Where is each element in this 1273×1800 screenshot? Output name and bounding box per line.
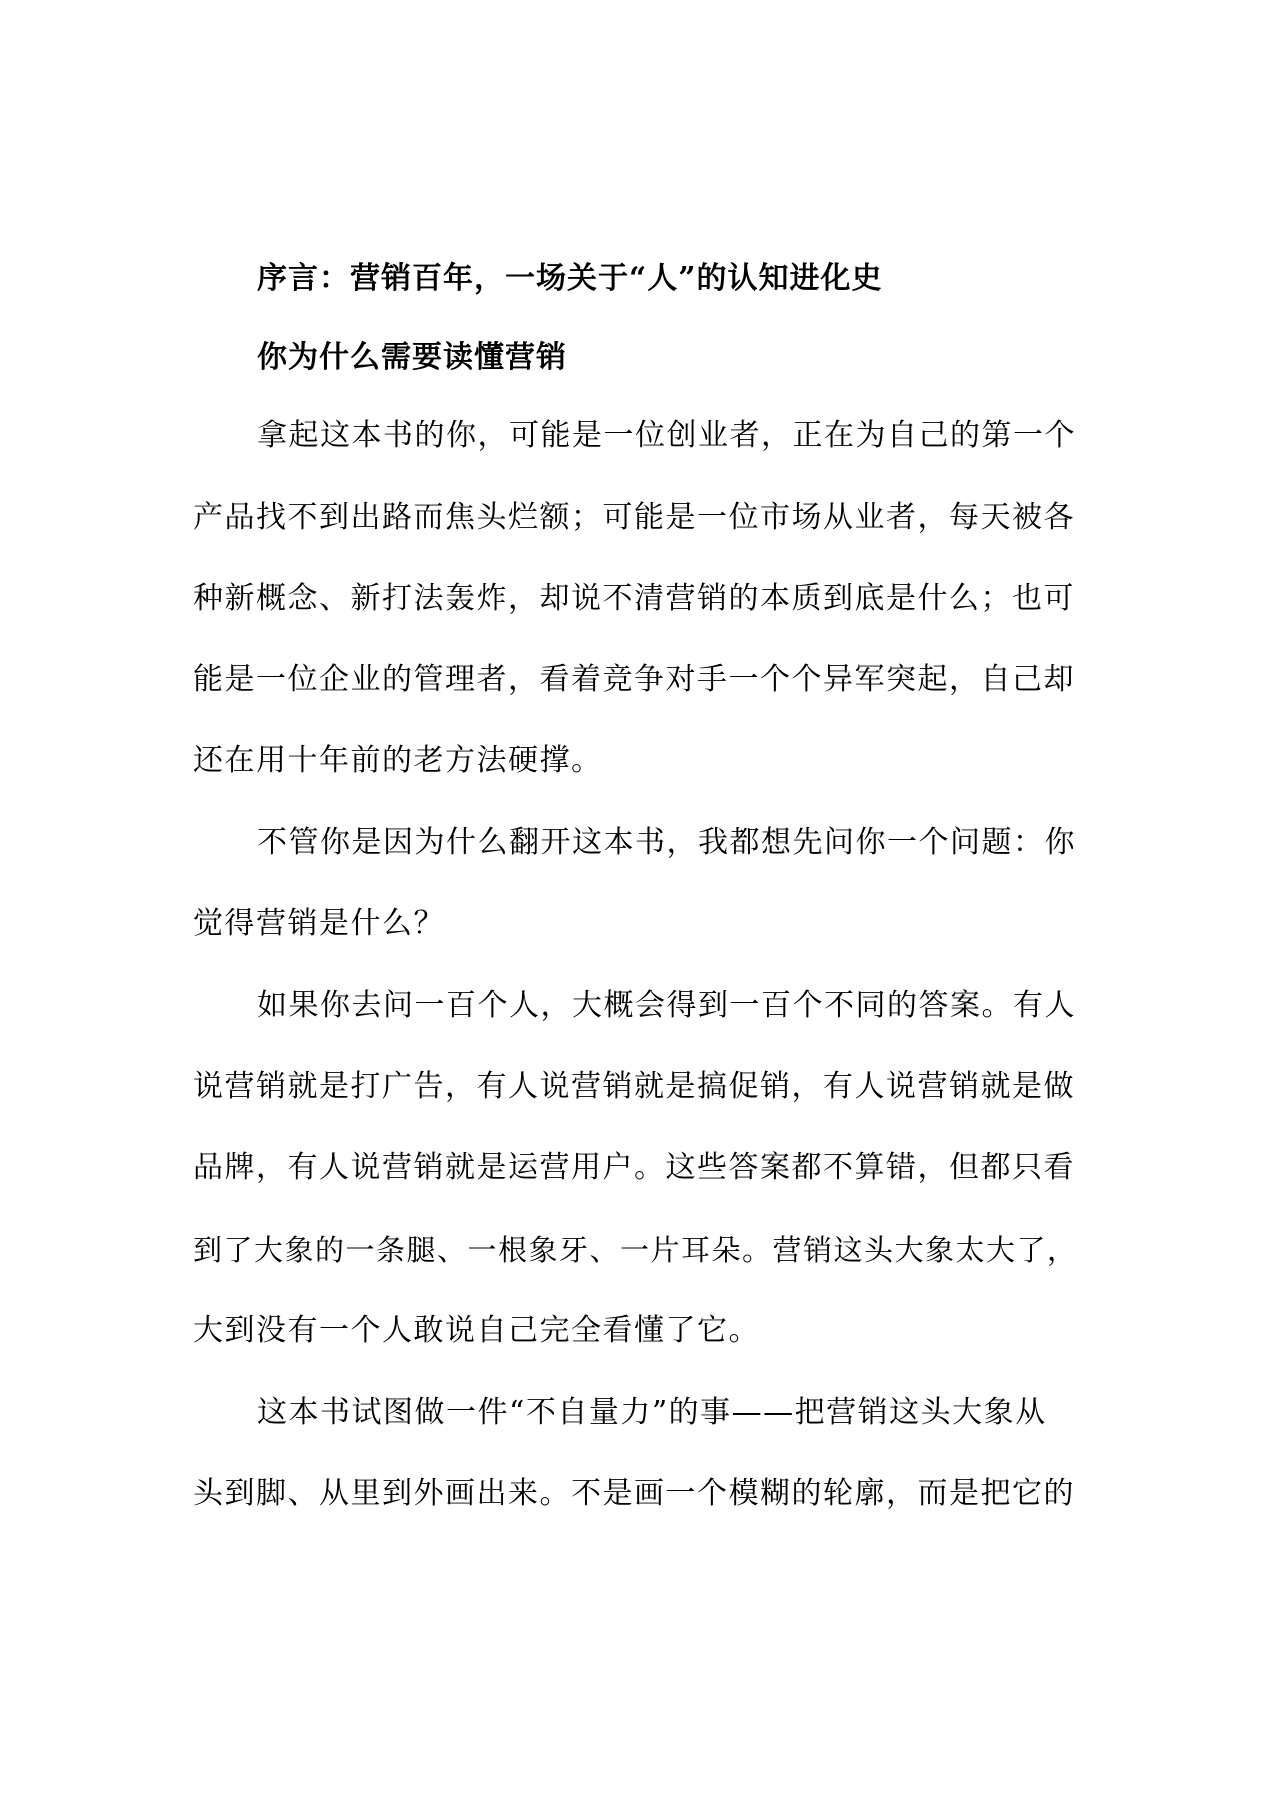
document-title: 序言：营销百年，一场关于“人”的认知进化史 <box>257 261 883 296</box>
paragraph-line: 不管你是因为什么翻开这本书，我都想先问你一个问题：你 <box>257 825 1076 860</box>
paragraph-line: 如果你去问一百个人，大概会得到一百个不同的答案。有人 <box>257 988 1076 1023</box>
paragraph-line: 拿起这本书的你，可能是一位创业者，正在为自己的第一个 <box>257 418 1076 453</box>
paragraph-line: 到了大象的一条腿、一根象牙、一片耳朵。营销这头大象太大了， <box>193 1233 1078 1267</box>
paragraph-line: 觉得营销是什么？ <box>193 906 445 941</box>
paragraph-line: 产品找不到出路而焦头烂额；可能是一位市场从业者，每天被各 <box>193 500 1075 535</box>
paragraph-line: 这本书试图做一件“不自量力”的事——把营销这头大象从 <box>257 1395 1047 1430</box>
paragraph-line: 品牌，有人说营销就是运营用户。这些答案都不算错，但都只看 <box>193 1150 1075 1185</box>
paragraph-line: 大到没有一个人敢说自己完全看懂了它。 <box>193 1313 760 1348</box>
section-heading: 你为什么需要读懂营销 <box>257 340 567 375</box>
paragraph-line: 能是一位企业的管理者，看着竞争对手一个个异军突起，自己却 <box>193 662 1075 697</box>
paragraph-line: 还在用十年前的老方法硬撑。 <box>193 743 603 778</box>
paragraph-line: 说营销就是打广告，有人说营销就是搞促销，有人说营销就是做 <box>193 1069 1075 1104</box>
paragraph-line: 头到脚、从里到外画出来。不是画一个模糊的轮廓，而是把它的 <box>193 1476 1075 1511</box>
paragraph-line: 种新概念、新打法轰炸，却说不清营销的本质到底是什么；也可 <box>193 581 1075 616</box>
